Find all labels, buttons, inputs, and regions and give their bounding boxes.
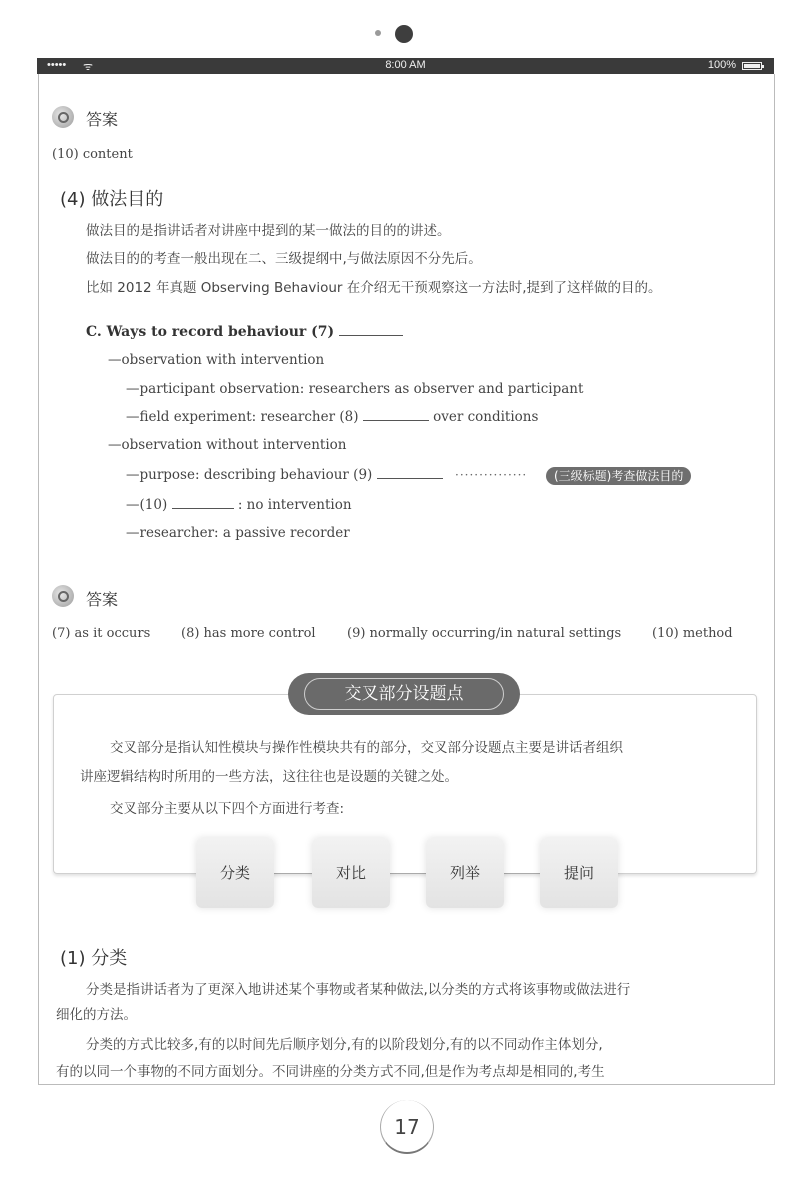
outline-line-text: —field experiment: researcher (8)	[126, 409, 359, 425]
answer-icon	[52, 585, 74, 607]
battery-percent: 100%	[707, 59, 736, 71]
leader-dots: ···············	[455, 468, 528, 482]
page-number-badge	[380, 1100, 434, 1154]
paragraph: 分类的方式比较多,有的以时间先后顺序划分,有的以阶段划分,有的以不同动作主体划分,	[86, 1037, 603, 1053]
outline-line-text: over conditions	[433, 409, 539, 425]
camera-lens	[395, 25, 413, 43]
paragraph: 交叉部分是指认知性模块与操作性模块共有的部分，交叉部分设题点主要是讲话者组织	[110, 740, 623, 756]
cross-section-banner	[288, 673, 520, 715]
paragraph: 讲座逻辑结构时所用的一些方法，这往往也是设题的关键之处。	[80, 769, 458, 785]
outline-line-text: —(10)	[126, 497, 168, 513]
topic-card-questioning: 提问	[540, 838, 618, 908]
answer-blank	[172, 497, 234, 509]
outline-line	[126, 467, 443, 483]
paragraph: 分类是指讲话者为了更深入地讲述某个事物或者某种做法,以分类的方式将该事物或做法进行	[86, 982, 631, 998]
wifi-icon: ᯤ	[83, 61, 94, 73]
banner-title: 交叉部分设题点	[344, 684, 464, 704]
outline-line	[126, 497, 352, 513]
outline-line: —observation with intervention	[108, 352, 325, 368]
annotation-tag: (三级标题)考查做法目的	[546, 467, 691, 485]
answer-title: 答案	[86, 590, 119, 609]
answer-item: (8) has more control	[181, 626, 316, 641]
page-frame-left	[38, 74, 39, 1084]
section-heading: (4) 做法目的	[60, 189, 164, 210]
topic-card-classification: 分类	[196, 838, 274, 908]
outline-line: —researcher: a passive recorder	[126, 525, 350, 541]
connector-line	[272, 873, 312, 874]
page-frame-bottom	[38, 1084, 775, 1085]
topic-card-enumeration: 列举	[426, 838, 504, 908]
outline-line	[126, 409, 538, 425]
outline-line: —observation without intervention	[108, 437, 347, 453]
answer-item: (7) as it occurs	[52, 626, 151, 641]
outline-line-text: : no intervention	[237, 497, 352, 513]
paragraph: 比如 2012 年真题 Observing Behaviour 在介绍无干预观察这一方法时,提到了这样做的目的。	[86, 280, 662, 296]
section-heading: (1) 分类	[60, 948, 128, 969]
paragraph: 有的以同一个事物的不同方面划分。不同讲座的分类方式不同,但是作为考点却是相同的,考生	[56, 1064, 605, 1080]
page-number: 17	[380, 1100, 434, 1154]
topic-card-comparison: 对比	[312, 838, 390, 908]
connector-line	[502, 873, 542, 874]
answer-blank	[377, 467, 443, 479]
answer-item: (9) normally occurring/in natural settings	[347, 626, 622, 641]
signal-icon: •••••	[47, 59, 67, 71]
answer-blank	[339, 324, 403, 336]
status-bar	[37, 58, 774, 74]
paragraph: 交叉部分主要从以下四个方面进行考查:	[110, 801, 345, 817]
answer-icon	[52, 106, 74, 128]
outline-heading	[86, 324, 403, 340]
paragraph: 做法目的的考查一般出现在二、三级提纲中,与做法原因不分先后。	[86, 251, 482, 267]
paragraph: 细化的方法。	[56, 1007, 137, 1023]
answer-title: 答案	[86, 110, 119, 129]
outline-heading-text: C. Ways to record behaviour (7)	[86, 324, 335, 340]
connector-line	[388, 873, 428, 874]
answer-text: (10) content	[52, 147, 133, 162]
battery-icon	[742, 62, 762, 70]
page-frame-right	[774, 74, 775, 1084]
answer-blank	[363, 409, 429, 421]
paragraph: 做法目的是指讲话者对讲座中提到的某一做法的目的的讲述。	[86, 223, 451, 239]
outline-line: —participant observation: researchers as observer and participant	[126, 381, 584, 397]
status-time: 8:00 AM	[385, 59, 426, 71]
camera-small-dot	[375, 30, 381, 36]
outline-line-text: —purpose: describing behaviour (9)	[126, 467, 373, 483]
answer-item: (10) method	[652, 626, 733, 641]
